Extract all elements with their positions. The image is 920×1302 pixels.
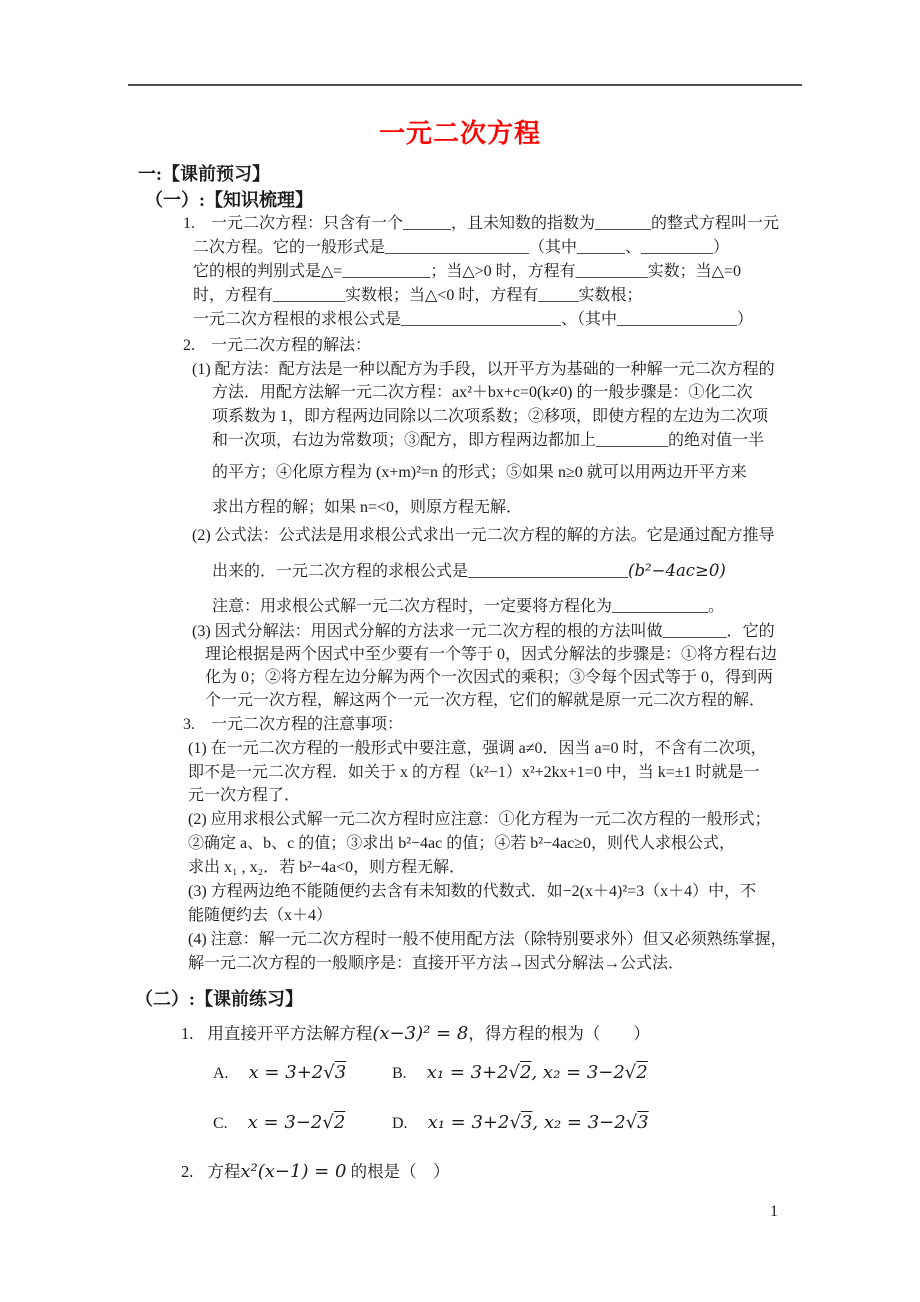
body-line-text: (1) 配方法：配方法是一种以配方为手段，以开平方为基础的一种解一元二次方程的 (192, 361, 775, 378)
option-a-formula: x = 3+2√ (248, 1062, 335, 1083)
option-d-radicand-2: 3 (637, 1112, 649, 1133)
body-line-text: 和一次项，右边为常数项；③配方，即方程两边都加上_________的绝对值一半 (212, 432, 765, 449)
option-c-label: C. (213, 1115, 228, 1132)
option-d-radicand-1: 3 (520, 1112, 533, 1133)
option-b-radicand-1: 2 (520, 1062, 532, 1083)
exercise-2-equation: x²(x−1) = 0 (240, 1161, 347, 1182)
body-line-text: 理论根据是两个因式中至少要有一个等于 0，因式分解法的步骤是：①将方程右边 (205, 646, 778, 663)
body-line (205, 668, 773, 688)
exercise-2-text-post: 的根是（ ） (346, 1162, 450, 1181)
body-line (205, 691, 765, 711)
exercise-1-text-post: ，得方程的根为（ ） (468, 1024, 650, 1043)
body-line (183, 336, 371, 356)
body-line-text: 1. 一元二次方程：只含有一个______，且未知数的指数为_______的整式方程叫一元 (183, 215, 780, 232)
body-line (188, 930, 787, 950)
body-line-text: 的平方；④化原方程为 (x+m)²=n 的形式；⑤如果 n≥0 就可以用两边开平方来 (212, 464, 747, 481)
body-line (212, 407, 768, 427)
body-line (188, 954, 684, 974)
body-line (188, 810, 771, 830)
option-b (392, 1062, 648, 1083)
option-b-label: B. (392, 1065, 407, 1082)
exercise-1-stem (181, 1020, 650, 1044)
option-d-label: D. (392, 1115, 408, 1132)
body-line (193, 262, 741, 282)
body-line-text: 注意：用求根公式解一元二次方程时，一定要将方程化为____________。 (212, 598, 725, 615)
body-line (192, 622, 775, 642)
section-heading-preview: 一:【课前预习】 (138, 164, 270, 184)
body-line-text: (4) 注意：解一元二次方程时一般不使用配方法（除特别要求外）但又必须熟练掌握， (188, 931, 787, 948)
body-line (193, 238, 729, 258)
body-line-text: 时，方程有_________实数根；当△<0 时，方程有_____实数根； (193, 287, 643, 304)
exercise-1-number: 1. (181, 1024, 194, 1043)
body-line (192, 526, 775, 546)
body-line-with-formula (212, 561, 726, 582)
body-line (192, 360, 775, 380)
exercise-2-number: 2. (181, 1162, 194, 1181)
option-a (213, 1062, 346, 1083)
body-line-text: 元一次方程了． (188, 787, 301, 804)
body-line-text: 个一元一次方程，解这两个一元一次方程，它们的解就是原一元二次方程的解． (205, 692, 766, 709)
body-line (188, 882, 756, 902)
body-line (188, 739, 767, 759)
option-d (392, 1112, 649, 1133)
body-line-text: (1) 在一元二次方程的一般形式中要注意，强调 a≠0．因当 a=0 时，不含有二次项， (188, 740, 767, 757)
body-line (193, 286, 642, 306)
body-line (212, 498, 522, 518)
body-line-text: 求出方程的解；如果 n=<0，则原方程无解． (212, 499, 523, 516)
body-line-text: 求出 x₁ , x₂．若 b²−4a<0，则方程无解． (188, 859, 466, 876)
body-line (212, 463, 747, 483)
body-line-text: 能随便约去（x＋4） (188, 907, 333, 924)
exercise-1-text-pre: 用直接开平方法解方程 (207, 1024, 373, 1043)
subsection-heading-knowledge: （一）:【知识梳理】 (145, 190, 313, 210)
body-line (193, 310, 753, 330)
body-line-text: 即不是一元二次方程．如关于 x 的方程（k²−1）x²+2kx+1=0 中，当 k=±1 时就是一 (188, 764, 760, 781)
body-line (212, 597, 724, 617)
option-d-formula: x₁ = 3+2√ (427, 1112, 521, 1133)
body-line-text: 一元二次方程根的求根公式是____________________、（其中_______________） (193, 311, 754, 328)
body-line (205, 645, 777, 665)
option-b-formula: x₁ = 3+2√ (426, 1062, 521, 1083)
body-line-text: (3) 因式分解法：用因式分解的方法求一元二次方程的根的方法叫做________．它的 (192, 623, 775, 640)
option-c-formula: x = 3−2√ (247, 1112, 334, 1133)
option-b-formula-2: , x₂ = 3−2√ (531, 1062, 637, 1083)
body-line-text: 项系数为 1，即方程两边同除以二次项系数；②移项，即使方程的左边为二次项 (212, 408, 769, 425)
body-line-text: 3. 一元二次方程的注意事项： (183, 716, 404, 733)
subsection-heading-practice: （二）:【课前练习】 (135, 989, 303, 1009)
body-line-text: 2. 一元二次方程的解法： (183, 337, 372, 354)
body-line-text: 化为 0；②将方程左边分解为两个一次因式的乘积；③令每个因式等于 0，得到两 (205, 669, 774, 686)
page-number: 1 (770, 1203, 778, 1220)
body-line (183, 715, 403, 735)
option-b-radicand-2: 2 (636, 1062, 648, 1083)
discriminant-condition-formula: (b²−4ac≥0) (628, 561, 726, 580)
body-line (188, 786, 300, 806)
body-line (188, 906, 332, 926)
option-c-radicand-1: 2 (333, 1112, 346, 1133)
exercise-1-equation: (x−3)² = 8 (372, 1023, 469, 1044)
option-d-formula-2: , x₂ = 3−2√ (532, 1112, 638, 1133)
doc-title: 一元二次方程 (378, 119, 541, 148)
body-line-text: 出来的．一元二次方程的求根公式是____________________ (212, 563, 629, 580)
body-line-text: 解一元二次方程的一般顺序是：直接开平方法→因式分解法→公式法． (188, 955, 685, 972)
body-line-text: (2) 公式法：公式法是用求根公式求出一元二次方程的解的方法。它是通过配方推导 (192, 527, 775, 544)
body-line (188, 834, 735, 854)
option-c (213, 1112, 345, 1133)
body-line-text: 它的根的判别式是△=___________；当△>0 时，方程有_________实数；当△=0 (193, 263, 741, 280)
option-a-label: A. (213, 1065, 229, 1082)
body-line-text: (3) 方程两边绝不能随便约去含有未知数的代数式．如−2(x＋4)²=3（x＋4）中，不 (188, 883, 757, 900)
exercise-2-text-pre: 方程 (207, 1162, 241, 1181)
body-line (212, 383, 753, 403)
body-line (183, 214, 779, 234)
option-a-radicand-1: 3 (334, 1062, 347, 1083)
body-line-text: 二次方程。它的一般形式是__________________（其中______、_________） (193, 239, 730, 256)
header-rule (128, 84, 802, 86)
body-line (188, 763, 760, 783)
body-line-text: 方法．用配方法解一元二次方程：ax²＋bx+c=0(k≠0) 的一般步骤是：①化二次 (212, 384, 753, 401)
body-line (212, 431, 764, 451)
body-line-text: (2) 应用求根公式解一元二次方程时应注意：①化方程为一元二次方程的一般形式； (188, 811, 771, 828)
body-line (188, 858, 465, 878)
exercise-2-stem (181, 1158, 450, 1182)
body-line-text: ②确定 a、b、c 的值；③求出 b²−4ac 的值；④若 b²−4ac≥0，则代人求根公式， (188, 835, 736, 852)
